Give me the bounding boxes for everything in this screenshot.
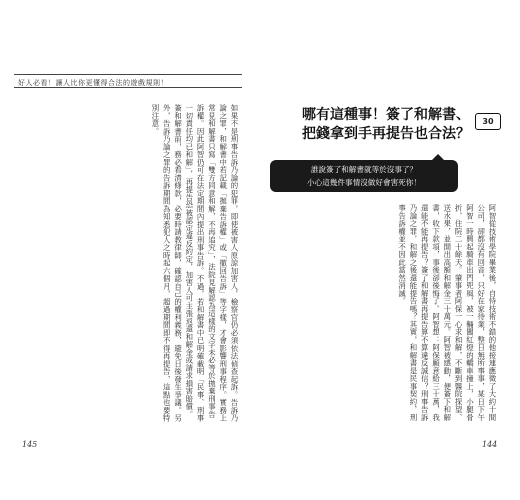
section-title-line1: 哪有這種事！簽了和解書、 (302, 107, 470, 123)
section-title (300, 106, 470, 144)
header-rule-bottom (14, 87, 242, 88)
section-title-line2: 把錢拿到手再提告也合法？ (302, 126, 470, 142)
callout-line1: 誰說簽了和解書就等於沒事了？ (310, 165, 418, 174)
running-title: 好人必看！讓人比你更懂得合法的遊戲規則！ (18, 79, 168, 87)
callout-box (270, 160, 458, 192)
right-page-number: 144 (482, 440, 498, 449)
section-number-badge: 30 (475, 113, 501, 130)
callout-line2: 小心這幾件事情沒做好會害死你！ (307, 178, 421, 187)
left-page-body: 如果不是刑事告訴乃論的犯罪，即使被害人原諒加害人，檢察官仍必須依法偵查起訴。告訴乃論之罪，和解書中若記載「拋棄告訴權」或「撤回告訴」等字樣，才會影響刑事程序。實務上常見和解書只寫「雙方同意和解，不再追究」，法院見解認為這樣的文字未必等於拋棄刑事告訴權。因此阿智仍可在法定期間內提出刑事告訴。不過，若和解書中已明確載明「民事、刑事一切責任均已和解」，再提告恐被認定違反約定，加害人可主張返還和解金或請求損害賠償。簽和解書前，務必看清條款，必要時請教律師，確認自己的權利義務，避免日後發生爭議。另外，告訴乃論之罪的告訴期間為知悉犯人之時起六個月，超過期間即不得再提告，這點也要特別注意。 (150, 104, 239, 422)
right-page-body: 阿智從技術學院畢業後，自恃技術不錯的他接連應徵了大約十間公司，卻都沒有回音，只好在家待業，整日無所事事，某日下午阿智一時興起騎車出門兜風，被一輛闖紅燈的轎車撞上，小腿骨折，住院二十餘天。肇事者阿保一心求和解，不斷到醫院探望、送水果，並開出高額和解金三十萬元。阿智被感動，便簽下和解書，收下款項，事後卻後悔了。阿智想：阿保願意給三十萬，我還能不能再提告？簽了和解書再提告算不算違反誠信？刑事告訴乃論之罪，和解之後還能提告嗎？其實，和解書是民事契約，刑事告訴權並不因此當然消滅。 (397, 204, 497, 421)
header-rule-top (14, 74, 242, 75)
left-page-number: 145 (22, 440, 38, 449)
